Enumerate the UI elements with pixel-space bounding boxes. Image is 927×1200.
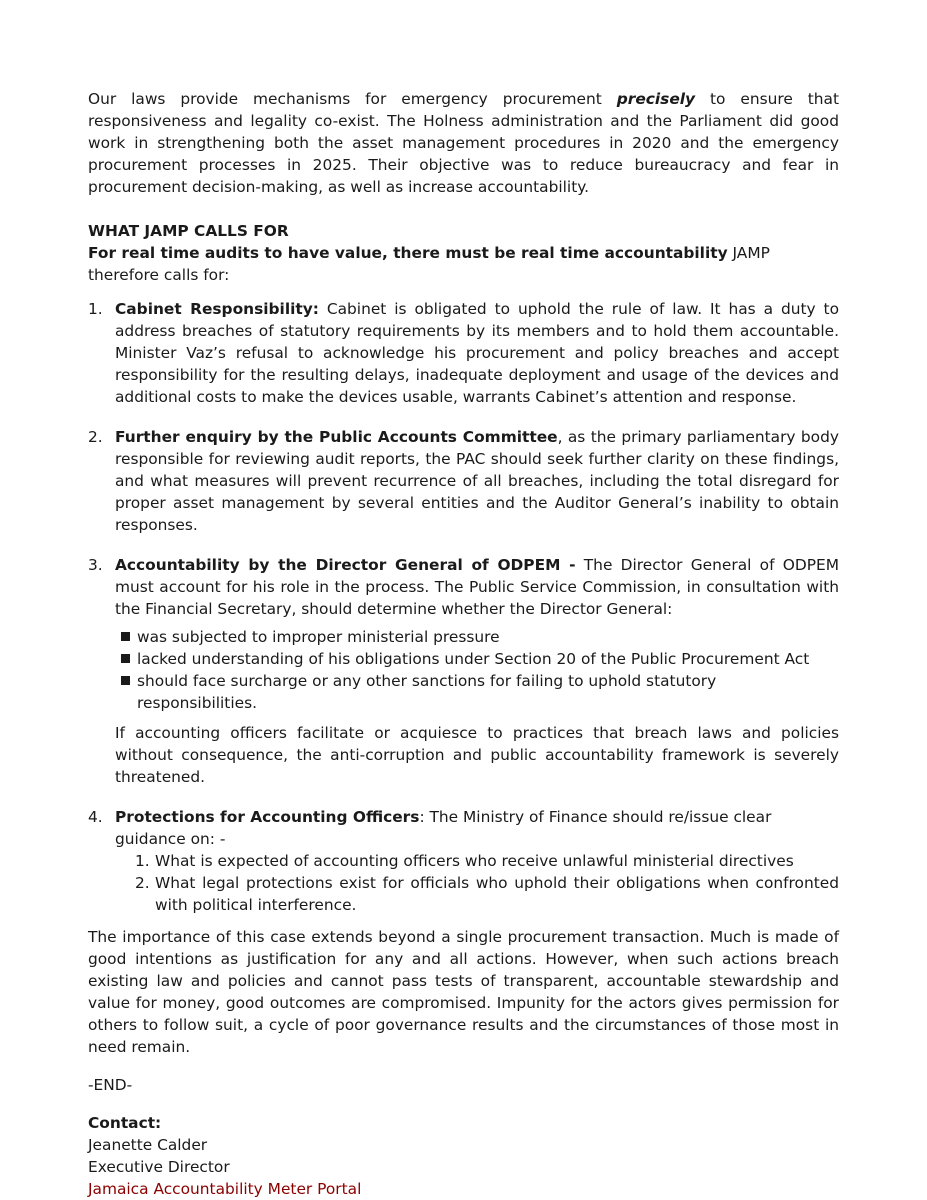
bullet-text: should face surcharge or any other sanctions for failing to uphold statutory responsibilities.: [137, 672, 717, 712]
bullet-list: [119, 626, 839, 714]
item-number: 3.: [88, 556, 103, 574]
portal-link[interactable]: Jamaica Accountability Meter Portal: [88, 1180, 362, 1198]
list-item-odpem: [88, 554, 839, 788]
contact-label: Contact:: [88, 1114, 162, 1132]
item-title: Accountability by the Director General of ODPEM -: [115, 556, 576, 574]
square-bullet-icon: [121, 632, 130, 641]
intro-text-end: to ensure that responsiveness and legality co-exist. The Holness administration and the Parliament did good work in strengthening both the asset management procedures in 2020 and the emergency procurement processes in 2025. Their objective was to reduce bureaucracy and fear in procurement decision-making, as well as increase accountability.: [88, 90, 839, 196]
item-text: : The Ministry of Finance should re/issue clear guidance on: -: [115, 808, 772, 848]
bullet-item: [119, 670, 839, 714]
sub-item-text: What legal protections exist for officials who uphold their obligations when confronted with political interference.: [155, 874, 839, 914]
square-bullet-icon: [121, 654, 130, 663]
calls-rest-text: JAMP therefore calls for:: [88, 244, 770, 284]
section-heading: WHAT JAMP CALLS FOR: [88, 222, 289, 240]
item-text: The Director General of ODPEM must account for his role in the process. The Public Service Commission, in consultation with the Financial Secretary, should determine whether the Director General:: [115, 556, 839, 618]
list-item-protections: [88, 806, 839, 916]
item-number: 1.: [88, 300, 103, 318]
intro-emphasis: precisely: [616, 90, 696, 108]
contact-name: Jeanette Calder: [88, 1136, 208, 1154]
calls-line: [88, 242, 839, 286]
bullet-item: [119, 648, 839, 670]
bullet-text: was subjected to improper ministerial pressure: [137, 628, 500, 646]
list-item-cabinet: [88, 298, 839, 408]
square-bullet-icon: [121, 676, 130, 685]
item-title: Cabinet Responsibility:: [115, 300, 319, 318]
list-item-pac: [88, 426, 839, 536]
contact-block: [88, 1112, 839, 1200]
sub-list-item: [135, 872, 839, 916]
sub-list: [115, 850, 839, 916]
item-number: 4.: [88, 808, 103, 826]
sub-item-text: What is expected of accounting officers who receive unlawful ministerial directives: [155, 852, 794, 870]
item-followup-paragraph: If accounting officers facilitate or acquiesce to practices that breach laws and policies without consequence, the anti-corruption and public accountability framework is severely threatened.: [115, 724, 839, 786]
bullet-text: lacked understanding of his obligations under Section 20 of the Public Procurement Act: [137, 650, 810, 668]
contact-role: Executive Director: [88, 1158, 230, 1176]
item-paragraph: [115, 806, 839, 850]
intro-paragraph: [88, 88, 839, 198]
bullet-item: [119, 626, 839, 648]
calls-bold-text: For real time audits to have value, there must be real time accountability: [88, 244, 728, 262]
sub-item-number: 2.: [135, 874, 150, 892]
closing-paragraph: The importance of this case extends beyond a single procurement transaction. Much is made of good intentions as justification for any and all actions. However, when such actions breach existing law and policies and cannot pass tests of transparent, accountable stewardship and value for money, good outcomes are compromised. Impunity for the actors gives permission for others to follow suit, a cycle of poor governance results and the circumstances of those most in need remain.: [88, 928, 839, 1056]
item-title: Protections for Accounting Officers: [115, 808, 420, 826]
item-number: 2.: [88, 428, 103, 446]
sub-item-number: 1.: [135, 852, 150, 870]
sub-list-item: [135, 850, 839, 872]
item-text: , as the primary parliamentary body responsible for reviewing audit reports, the PAC should seek further clarity on these findings, and what measures will prevent recurrence of all breaches, including the total disregard for proper asset management by several entities and the Auditor General’s inability to obtain responses.: [115, 428, 839, 534]
item-paragraph: [115, 554, 839, 620]
intro-text-start: Our laws provide mechanisms for emergency procurement: [88, 90, 617, 108]
item-title: Further enquiry by the Public Accounts Committee: [115, 428, 558, 446]
end-marker: -END-: [88, 1076, 133, 1094]
item-text: Cabinet is obligated to uphold the rule of law. It has a duty to address breaches of statutory requirements by its members and to hold them accountable. Minister Vaz’s refusal to acknowledge his procurement and policy breaches and accept responsibility for the resulting delays, inadequate deployment and usage of the devices and additional costs to make the devices usable, warrants Cabinet’s attention and response.: [115, 300, 840, 406]
